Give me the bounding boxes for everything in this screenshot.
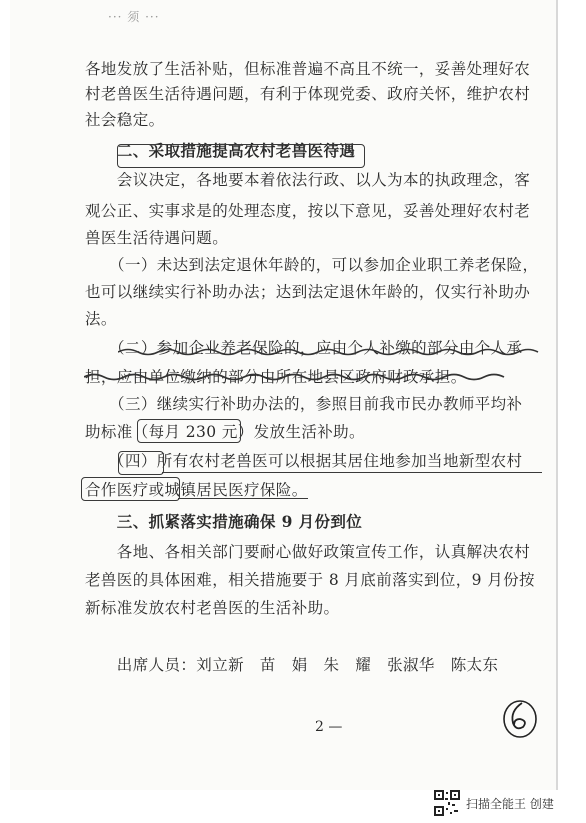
section-heading: 二、采取措施提高农村老兽医待遇 bbox=[85, 141, 356, 160]
body-text-line: 各地、各相关部门要耐心做好政策宣传工作，认真解决农村 bbox=[85, 543, 531, 561]
body-text-line: （一）未达到法定退休年龄的，可以参加企业职工养老保险， bbox=[85, 256, 539, 274]
highlight-box-amount bbox=[137, 419, 241, 443]
strike-scribble-1 bbox=[118, 347, 542, 357]
header-scrawl: ··· 须 ··· bbox=[108, 10, 160, 24]
body-text-line: （二）参加企业养老保险的，应由个人补缴的部分由个人承 bbox=[85, 339, 523, 357]
watermark-text: 扫描全能王 创建 bbox=[466, 796, 554, 811]
body-text-line: 新标准发放农村老兽医的生活补助。 bbox=[85, 599, 340, 617]
strike-scribble-2 bbox=[84, 372, 514, 382]
page-edge bbox=[556, 0, 558, 790]
body-text-line: 村老兽医生活待遇问题，有利于体现党委、政府关怀，维护农村 bbox=[85, 85, 531, 103]
body-text-line: 老兽医的具体困难，相关措施要于 8 月底前落实到位，9 月份按 bbox=[85, 571, 535, 589]
highlight-box-item4 bbox=[118, 451, 164, 475]
body-text-line: 各地发放了生活补贴，但标准普遍不高且不统一，妥善处理好农 bbox=[85, 60, 531, 78]
scanner-watermark bbox=[434, 788, 574, 818]
body-text-line: 合作医疗或城镇居民医疗保险。 bbox=[85, 481, 308, 499]
body-text-line: 观公正、实事求是的处理态度，按以下意见，妥善处理好农村老 bbox=[85, 202, 531, 220]
body-text-line: 社会稳定。 bbox=[85, 111, 165, 129]
highlight-box-medical bbox=[81, 477, 180, 501]
body-text-line: 助标准（每月 230 元）发放生活补助。 bbox=[85, 423, 365, 441]
body-text-line: 会议决定，各地要本着依法行政、以人为本的执政理念，客 bbox=[85, 171, 531, 189]
body-text-line: 兽医生活待遇问题。 bbox=[85, 229, 229, 247]
page-number: 2 — bbox=[315, 719, 343, 735]
section-heading: 三、抓紧落实措施确保 9 月份到位 bbox=[85, 512, 363, 531]
attendees-line: 出席人员：刘立新 苗 娟 朱 耀 张淑华 陈太东 bbox=[85, 656, 499, 674]
body-text-line: （三）继续实行补助办法的，参照目前我市民办教师平均补 bbox=[85, 395, 523, 413]
body-text-line: 也可以继续实行补助办法；达到法定退休年龄的，仅实行补助办 bbox=[85, 283, 531, 301]
body-text-line: 法。 bbox=[85, 310, 117, 328]
body-text-line: （四）所有农村老兽医可以根据其居住地参加当地新型农村 bbox=[85, 452, 523, 470]
underline-item4 bbox=[162, 472, 542, 473]
handwritten-six-mark bbox=[498, 695, 538, 739]
underline-medical bbox=[178, 498, 308, 499]
qr-code-icon bbox=[434, 790, 460, 816]
body-text-line: 担，应由单位缴纳的部分由所在地县区政府财政承担。 bbox=[85, 368, 467, 386]
highlight-box-heading2 bbox=[117, 144, 365, 168]
